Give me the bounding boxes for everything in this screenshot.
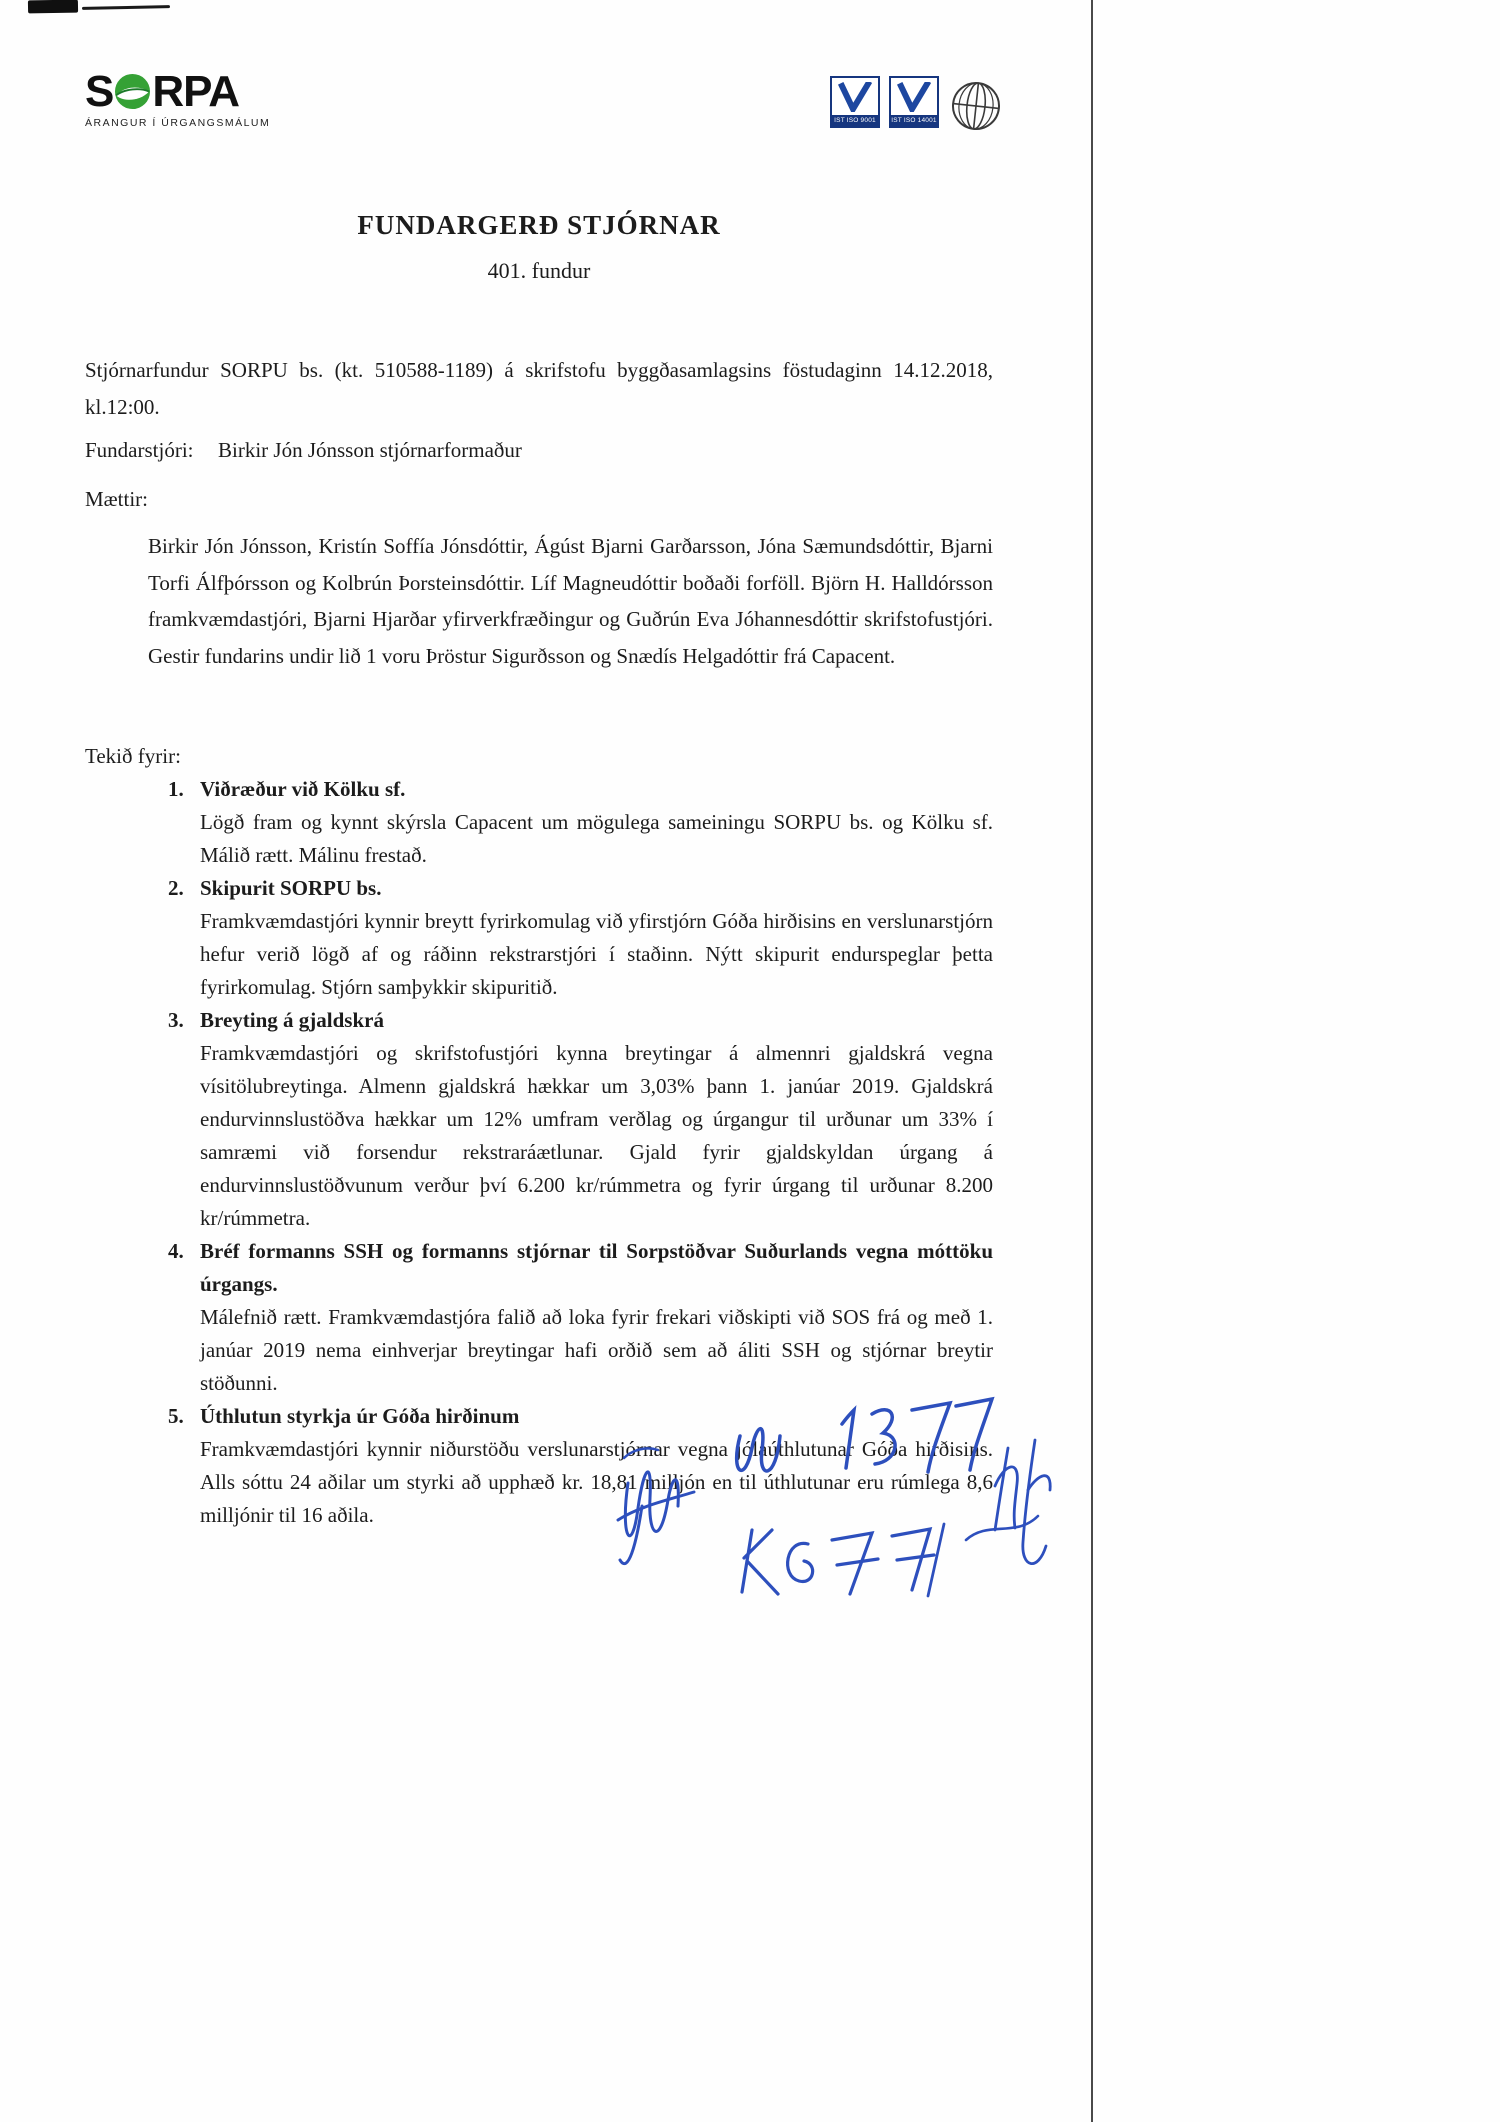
item-content	[200, 1004, 993, 1235]
attendees-paragraph: Birkir Jón Jónsson, Kristín Soffía Jónsdóttir, Ágúst Bjarni Garðarsson, Jóna Sæmundsdóttir, Bjarni Torfi Álfþórsson og Kolbrún Þorsteinsdóttir. Líf Magneudóttir boðaði forföll. Björn H. Halldórsson framkvæmdastjóri, Bjarni Hjarðar yfirverkfræðingur og Guðrún Eva Jóhannesdóttir skrifstofustjóri. Gestir fundarins undir lið 1 voru Þröstur Sigurðsson og Snædís Helgadóttir frá Capacent.	[148, 534, 993, 668]
brand-letter-s: S	[85, 67, 114, 116]
logo-tagline: ÁRANGUR Í ÚRGANGSMÁLUM	[85, 117, 271, 129]
agenda-item-2	[85, 872, 993, 1004]
attendees-label: Mættir:	[85, 487, 149, 511]
item-title: Breyting á gjaldskrá	[200, 1008, 384, 1032]
sorpa-green-globe-icon	[114, 73, 151, 110]
chair-label: Fundarstjóri:	[85, 438, 194, 462]
iso14001-label: IST ISO 14001	[891, 117, 937, 124]
iso14001-badge	[889, 76, 939, 128]
chair-line	[85, 438, 993, 463]
checkmark-icon	[891, 78, 937, 115]
chair-value: Birkir Jón Jónsson stjórnarformaður	[218, 438, 522, 462]
intro-paragraph: Stjórnarfundur SORPU bs. (kt. 510588-1189) á skrifstofu byggðasamlagsins föstudaginn 14.12.2018, kl.12:00.	[85, 358, 993, 419]
agenda-label: Tekið fyrir:	[85, 744, 181, 768]
scan-artifact-blob	[28, 0, 78, 13]
iso9001-badge	[830, 76, 880, 128]
item-body: Framkvæmdastjóri kynnir niðurstöðu verslunarstjórnar vegna jólaúthlutunar Góða hirðisins. Alls sóttu 24 aðilar um styrki að upphæð kr. 18,81 milljón en til úthlutunar eru rúmlega 8,6 milljónir til 16 aðila.	[200, 1437, 993, 1527]
item-content	[200, 1235, 993, 1400]
item-title: Úthlutun styrkja úr Góða hirðinum	[200, 1404, 520, 1428]
item-body: Framkvæmdastjóri kynnir breytt fyrirkomulag við yfirstjórn Góða hirðisins en verslunarstjórn hefur verið lögð af og ráðinn rekstrarstjóri í staðinn. Nýtt skipurit endurspeglar þetta fyrirkomulag. Stjórn samþykkir skipuritið.	[200, 909, 993, 999]
item-title: Skipurit SORPU bs.	[200, 876, 382, 900]
brand-letters-rpa: RPA	[152, 67, 239, 116]
agenda-item-3	[85, 1004, 993, 1235]
item-number: 2.	[168, 876, 184, 900]
certification-marks	[830, 76, 1004, 134]
item-title: Bréf formanns SSH og formanns stjórnar til Sorpstöðvar Suðurlands vegna móttöku úrgangs.	[200, 1239, 993, 1296]
item-body: Framkvæmdastjóri og skrifstofustjóri kynna breytingar á almennri gjaldskrá vegna vísitölubreytinga. Almenn gjaldskrá hækkar um 3,03% þann 1. janúar 2019. Gjaldskrá endurvinnslustöðva hækkar um 12% umfram verðlag og úrgangur til urðunar um 33% í samræmi við forsendur rekstraráætlunar. Gjald fyrir gjaldskyldan úrgang á endurvinnslustöðvunum verður því 6.200 kr/rúmmetra og fyrir úrgang til urðunar 8.200 kr/rúmmetra.	[200, 1041, 993, 1230]
sorpa-brand-text	[85, 67, 270, 116]
item-number: 1.	[168, 777, 184, 801]
meeting-number: 401. fundur	[487, 258, 591, 283]
iso9001-label: IST ISO 9001	[832, 115, 878, 126]
item-content	[200, 773, 993, 872]
agenda-item-1	[85, 773, 993, 872]
globe-certification-emblem-icon	[945, 75, 1007, 137]
sorpa-logo	[85, 67, 271, 129]
page-edge-line	[1091, 0, 1093, 2122]
item-body: Lögð fram og kynnt skýrsla Capacent um mögulega sameiningu SORPU bs. og Kölku sf. Málið rætt. Málinu frestað.	[200, 810, 993, 867]
agenda-item-4	[85, 1235, 993, 1400]
item-number: 4.	[168, 1239, 184, 1263]
item-number: 3.	[168, 1008, 184, 1032]
document-title: FUNDARGERÐ STJÓRNAR	[357, 210, 721, 240]
item-number: 5.	[168, 1404, 184, 1428]
item-content	[200, 872, 993, 1004]
scan-artifact-line	[82, 5, 170, 10]
handwritten-signatures-ink	[580, 1388, 1100, 1628]
checkmark-icon	[832, 78, 878, 115]
item-body: Málefnið rætt. Framkvæmdastjóra falið að loka fyrir frekari viðskipti við SOS frá og með 1. janúar 2019 nema einhverjar breytingar hafi orðið sem að áliti SSH og stjórnar breytir stöðunni.	[200, 1305, 993, 1395]
item-title: Viðræður við Kölku sf.	[200, 777, 406, 801]
